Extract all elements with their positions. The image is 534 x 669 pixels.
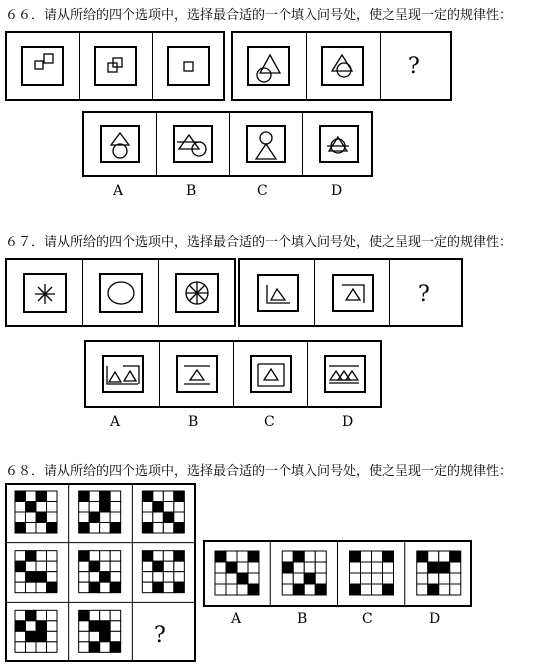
q67-figure-4 xyxy=(240,260,315,325)
q66-figure-1 xyxy=(7,33,80,99)
q68-options-strip xyxy=(203,540,472,607)
q68-option-b xyxy=(282,551,326,595)
question-mark: ? xyxy=(154,623,166,648)
q66-option-label-a: A xyxy=(113,183,124,199)
q68-option-label-c: C xyxy=(362,611,373,627)
q67-figure-5 xyxy=(315,260,390,325)
q67-figure-3 xyxy=(159,260,234,325)
question-66-text: ６６．请从所给的四个选项中，选择最合适的一个填入问号处，使之呈现一定的规律性： xyxy=(5,8,513,23)
q68-matrix-figure-4 xyxy=(15,551,57,593)
q68-option-label-d: D xyxy=(429,611,441,627)
q67-sequence-group-1 xyxy=(5,258,236,327)
question-mark: ? xyxy=(418,282,430,307)
q68-option-c xyxy=(350,551,394,595)
q66-option-c[interactable] xyxy=(230,113,303,175)
q66-option-b[interactable] xyxy=(157,113,230,175)
q66-sequence-group-2 xyxy=(231,31,452,101)
q66-figure-5 xyxy=(307,33,381,99)
q66-figure-3 xyxy=(153,33,223,99)
q66-answer-slot xyxy=(381,33,450,99)
q66-options-strip xyxy=(82,111,373,177)
q68-matrix-figure-2 xyxy=(79,491,121,533)
question-mark: ? xyxy=(408,54,420,79)
question-67-text: ６７．请从所给的四个选项中，选择最合适的一个填入问号处，使之呈现一定的规律性： xyxy=(5,235,513,250)
q68-matrix-figure-1 xyxy=(15,491,57,533)
q66-option-label-d: D xyxy=(331,183,343,199)
q68-option-a xyxy=(215,551,259,595)
q67-options-strip xyxy=(84,340,382,408)
q66-option-label-c: C xyxy=(257,183,268,199)
q68-option-label-a: A xyxy=(231,611,242,627)
q68-matrix xyxy=(5,483,196,662)
q68-matrix-figure-3 xyxy=(142,491,184,533)
q67-option-c[interactable] xyxy=(234,342,308,406)
q66-figure-4 xyxy=(233,33,307,99)
q67-figure-2 xyxy=(83,260,159,325)
q68-option-label-b: B xyxy=(297,611,308,627)
q68-matrix-figure-7 xyxy=(15,610,57,652)
q67-figure-1 xyxy=(7,260,83,325)
q68-matrix-figure-6 xyxy=(142,551,184,593)
q66-option-d[interactable] xyxy=(303,113,371,175)
q67-option-d[interactable] xyxy=(308,342,380,406)
q67-option-label-c: C xyxy=(264,414,275,430)
q66-sequence-group-1 xyxy=(5,31,225,101)
q67-option-label-b: B xyxy=(188,414,199,430)
q67-answer-slot xyxy=(390,260,461,325)
q67-option-a[interactable] xyxy=(86,342,160,406)
q67-option-b[interactable] xyxy=(160,342,234,406)
q66-option-label-b: B xyxy=(186,183,197,199)
q67-sequence-group-2 xyxy=(238,258,463,327)
q68-option-d xyxy=(417,551,461,595)
q68-matrix-figure-8 xyxy=(79,610,121,652)
q67-option-label-a: A xyxy=(110,414,121,430)
question-68-text: ６８．请从所给的四个选项中，选择最合适的一个填入问号处，使之呈现一定的规律性： xyxy=(5,464,513,479)
q68-matrix-figure-5 xyxy=(79,551,121,593)
q67-option-label-d: D xyxy=(342,414,354,430)
q66-option-a[interactable] xyxy=(84,113,157,175)
q66-figure-2 xyxy=(80,33,153,99)
